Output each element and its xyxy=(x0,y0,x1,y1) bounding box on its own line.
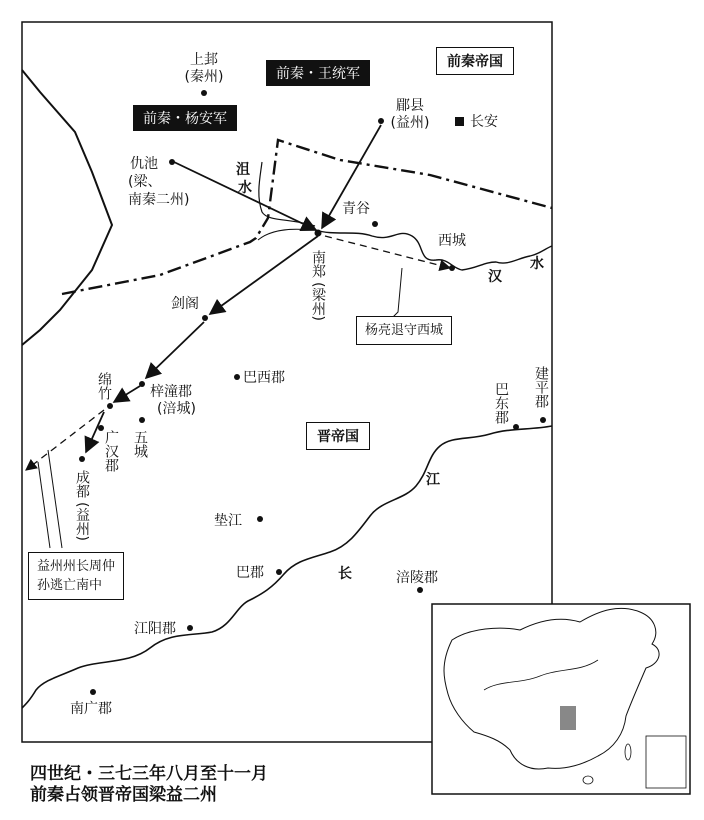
nanzheng-sub: (梁州) xyxy=(310,282,326,321)
nanguang-label: 南广郡 xyxy=(70,701,112,717)
jiangyang-label: 江阳郡 xyxy=(134,621,176,637)
dianjiang-dot xyxy=(257,516,263,522)
meixian-label: 郿县 xyxy=(396,98,424,114)
chengdu-sub: (益州) xyxy=(74,502,90,541)
zhouzhong-note-line1: 益州州长周仲 xyxy=(37,559,116,574)
qiuchi-sub2: 南秦二州) xyxy=(128,192,190,208)
meixian-sub: (益州) xyxy=(390,115,430,131)
qin-empire-label: 前秦帝国 xyxy=(436,47,514,75)
mianzhu-label: 绵竹 xyxy=(96,372,112,400)
changan-label: 长安 xyxy=(470,114,498,130)
jiang-river-label: 江 xyxy=(426,472,440,488)
zitong-label: 梓潼郡 xyxy=(150,384,192,400)
baxi-dot xyxy=(234,374,240,380)
mian-river-branch xyxy=(258,229,310,240)
mian-river-label2: 水 xyxy=(238,180,252,196)
yang-army-label: 前秦・杨安军 xyxy=(133,105,237,131)
route-zitong-mianzhu xyxy=(114,386,140,402)
route-mianzhu-chengdu xyxy=(86,412,104,452)
mianzhu-dot xyxy=(107,403,113,409)
badong-label: 巴东郡 xyxy=(493,382,509,424)
shanggui-dot xyxy=(201,90,207,96)
qinggu-label: 青谷 xyxy=(342,201,370,217)
jiangyang-dot xyxy=(187,625,193,631)
map-caption xyxy=(30,764,268,806)
guanghan-label: 广汉郡 xyxy=(103,430,119,472)
chengdu-label: 成都 xyxy=(74,470,90,498)
jiange-dot xyxy=(202,315,208,321)
qiuchi-sub1: (梁、 xyxy=(128,174,162,190)
changan-marker xyxy=(455,117,464,126)
inset-highlight xyxy=(560,706,576,730)
han-river-label2: 水 xyxy=(530,256,544,272)
han-river-label: 汉 xyxy=(488,269,502,285)
zitong-sub: (涪城) xyxy=(157,401,196,417)
zhouzhong-note-line2: 孙逃亡南中 xyxy=(37,578,103,593)
fuling-label: 涪陵郡 xyxy=(396,570,438,586)
chang-river-label: 长 xyxy=(338,566,352,582)
meixian-dot xyxy=(378,118,384,124)
shanggui-label: 上邽 xyxy=(190,52,218,68)
retreat-yangliang xyxy=(325,236,450,268)
inset-south-sea-box xyxy=(646,736,686,788)
bajun-dot xyxy=(276,569,282,575)
caption-line2: 前秦占领晋帝国梁益二州 xyxy=(30,785,217,805)
wucheng-dot xyxy=(139,417,145,423)
chengdu-dot xyxy=(79,456,85,462)
northwest-border xyxy=(22,70,112,345)
caption-line1: 四世纪・三七三年八月至十一月 xyxy=(30,764,268,784)
inset-map xyxy=(432,604,690,794)
mian-river-label: 沮 xyxy=(236,162,250,178)
baxi-label: 巴西郡 xyxy=(243,370,285,386)
badong-dot xyxy=(513,424,519,430)
shanggui-sub: (秦州) xyxy=(184,69,224,85)
wang-army-label: 前秦・王统军 xyxy=(266,60,370,86)
jianping-dot xyxy=(540,417,546,423)
qinggu-dot xyxy=(372,221,378,227)
nanguang-dot xyxy=(90,689,96,695)
fuling-dot xyxy=(417,587,423,593)
zhouzhong-leader xyxy=(48,450,62,548)
route-jiange-zitong xyxy=(146,322,204,378)
route-nanzheng-jiange xyxy=(210,236,318,314)
nanzheng-dot xyxy=(315,230,322,237)
qiuchi-dot xyxy=(169,159,175,165)
zhouzhong-note xyxy=(28,552,124,600)
jianping-label: 建平郡 xyxy=(533,366,549,408)
nanzheng-label: 南郑 xyxy=(310,250,326,278)
dianjiang-label: 垫江 xyxy=(214,513,242,529)
yangliang-note: 杨亮退守西城 xyxy=(356,316,452,345)
qiuchi-label: 仇池 xyxy=(130,156,158,172)
zitong-dot xyxy=(139,381,145,387)
zhouzhong-leader2 xyxy=(38,462,50,548)
yangliang-leader xyxy=(392,268,402,318)
jin-empire-label: 晋帝国 xyxy=(306,422,370,450)
wucheng-label: 五城 xyxy=(132,430,148,458)
xicheng-label: 西城 xyxy=(438,233,466,249)
bajun-label: 巴郡 xyxy=(236,565,264,581)
xicheng-dot xyxy=(449,265,455,271)
jiange-label: 剑阁 xyxy=(171,296,199,312)
